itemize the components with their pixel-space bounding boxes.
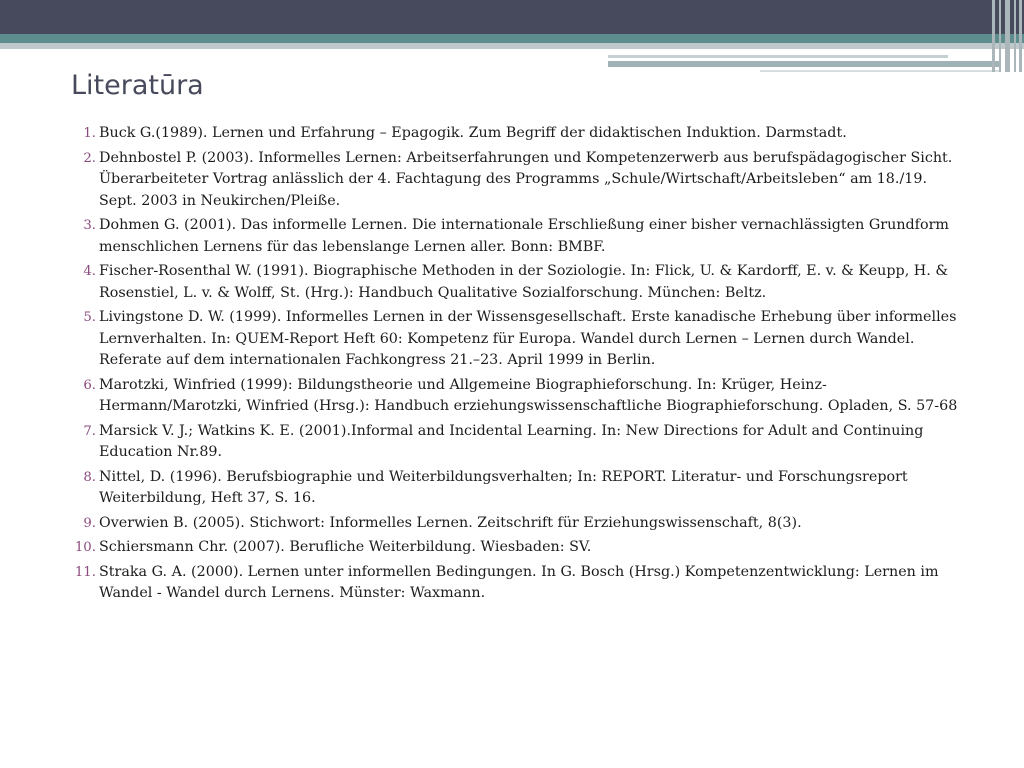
reference-text: Dohmen G. (2001). Das informelle Lernen. Die internationale Erschließung einer bisher vernachlässigten Grundform menschlichen Lernens für das lebenslange Lernen aller. Bonn: BMBF.	[99, 217, 949, 255]
decorative-line	[760, 70, 1000, 72]
reference-item	[66, 123, 966, 145]
reference-item	[66, 467, 966, 510]
header-bar-dark	[0, 0, 1024, 34]
reference-text: Marsick V. J.; Watkins K. E. (2001).Informal and Incidental Learning. In: New Directions for Adult and Continuing Education Nr.89.	[99, 422, 924, 460]
reference-item	[66, 562, 966, 605]
decorative-line	[608, 55, 948, 58]
reference-text: Nittel, D. (1996). Berufsbiographie und Weiterbildungsverhalten; In: REPORT. Literatur- und Forschungsreport Weiterbildung, Heft 37, S. 16.	[99, 468, 908, 506]
reference-item	[66, 148, 966, 213]
reference-text: Livingstone D. W. (1999). Informelles Lernen in der Wissensgesellschaft. Erste kanadische Erhebung über informelles Lernverhalten. In: QUEM-Report Heft 60: Kompetenz für Europa. Wandel durch Lernen – Lernen durch Wandel. Referate auf dem internationalen Fachkongress 21.–23. April 1999 in Berlin.	[99, 309, 957, 368]
reference-number: 9.	[83, 515, 96, 531]
reference-item	[66, 537, 966, 559]
header-bar-teal	[0, 34, 1024, 43]
reference-item	[66, 375, 966, 418]
reference-text: Straka G. A. (2000). Lernen unter informellen Bedingungen. In G. Bosch (Hrsg.) Kompetenzentwicklung: Lernen im Wandel - Wandel durch Lernens. Münster: Waxmann.	[99, 563, 939, 601]
header-bar-light	[0, 43, 1024, 49]
reference-text: Buck G.(1989). Lernen und Erfahrung – Epagogik. Zum Begriff der didaktischen Induktion. Darmstadt.	[99, 125, 847, 141]
reference-text: Dehnbostel P. (2003). Informelles Lernen: Arbeitserfahrungen und Kompetenzerwerb aus berufspädagogischer Sicht. Überarbeiteter Vortrag anlässlich der 4. Fachtagung des Programms „Schule/Wirtschaft/Arbeitsleben“ am 18./19. Sept. 2003 in Neukirchen/Pleiße.	[99, 149, 953, 209]
reference-item	[66, 261, 966, 304]
reference-number: 2.	[83, 150, 96, 166]
reference-text: Fischer-Rosenthal W. (1991). Biographische Methoden in der Soziologie. In: Flick, U. & Kardorff, E. v. & Keupp, H. & Rosenstiel, L. v. & Wolff, St. (Hrg.): Handbuch Qualitative Sozialforschung. München: Beltz.	[99, 263, 949, 301]
reference-number: 3.	[83, 218, 96, 233]
reference-number: 6.	[83, 377, 96, 393]
decorative-vertical-stripes	[990, 0, 1024, 72]
reference-item	[66, 513, 966, 535]
slide-title: Literatūra	[71, 70, 204, 101]
reference-text: Marotzki, Winfried (1999): Bildungstheorie und Allgemeine Biographieforschung. In: Krüger, Heinz-Hermann/Marotzki, Winfried (Hrsg.): Handbuch erziehungswissenschaftliche Biographieforschung. Opladen, S. 57-68	[99, 376, 958, 414]
reference-number: 8.	[83, 469, 96, 485]
reference-number: 4.	[83, 264, 96, 279]
reference-text: Overwien B. (2005). Stichwort: Informelles Lernen. Zeitschrift für Erziehungswissenschaft, 8(3).	[99, 514, 802, 531]
reference-list	[66, 123, 966, 608]
reference-item	[66, 421, 966, 464]
reference-number: 11.	[74, 564, 96, 580]
reference-number: 1.	[83, 126, 96, 141]
reference-number: 10.	[74, 540, 96, 555]
reference-number: 5.	[83, 310, 96, 325]
reference-number: 7.	[83, 423, 96, 439]
decorative-line	[608, 61, 1000, 67]
reference-item	[66, 215, 966, 258]
reference-text: Schiersmann Chr. (2007). Berufliche Weiterbildung. Wiesbaden: SV.	[99, 539, 592, 555]
reference-item	[66, 307, 966, 372]
